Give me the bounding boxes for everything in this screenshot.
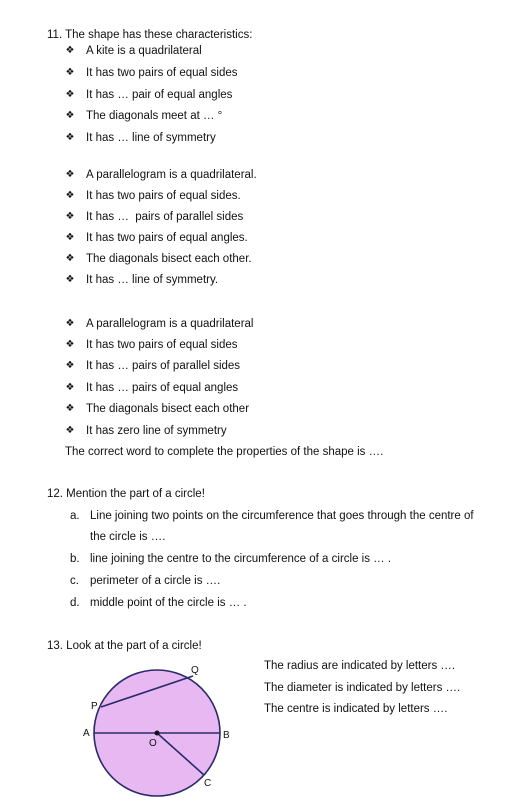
q11-g3-item-2: ❖ It has two pairs of equal sides	[63, 337, 238, 353]
label-b: B	[223, 730, 230, 741]
q12-item-a	[70, 510, 474, 522]
q13-title: 13. Look at the part of a circle!	[47, 640, 202, 652]
q12-item-d-text: middle point of the circle is … .	[90, 597, 247, 609]
q11-g3-item-4: ❖ It has … pairs of equal angles	[63, 380, 238, 396]
diamond-bullet-icon: ❖	[65, 339, 75, 350]
q11-g1-item-4: ❖ The diagonals meet at … °	[63, 108, 222, 124]
label-a: A	[83, 728, 90, 739]
diamond-bullet-icon: ❖	[65, 110, 75, 121]
q11-g2-item-1: ❖ A parallelogram is a quadrilateral.	[63, 167, 257, 183]
diamond-bullet-icon: ❖	[65, 403, 75, 414]
q12-item-b-text: line joining the centre to the circumference of a circle is … .	[90, 553, 392, 565]
q12-item-d-letter: d.	[70, 597, 80, 609]
diamond-bullet-icon: ❖	[65, 132, 75, 143]
q11-g1-item-1: ❖ A kite is a quadrilateral	[63, 43, 202, 59]
q11-question: The correct word to complete the properties of the shape is ….	[65, 446, 384, 458]
q11-g2-item-5: ❖ The diagonals bisect each other.	[63, 251, 252, 267]
q12-item-a-text: Line joining two points on the circumference that goes through the centre of	[90, 510, 474, 522]
q12-item-a-continuation: the circle is ….	[90, 531, 166, 543]
q11-g3-item-1: ❖ A parallelogram is a quadrilateral	[63, 316, 253, 332]
diamond-bullet-icon: ❖	[65, 190, 75, 201]
label-o: O	[149, 738, 157, 749]
diamond-bullet-icon: ❖	[65, 253, 75, 264]
diamond-bullet-icon: ❖	[65, 67, 75, 78]
q12-item-a-letter: a.	[70, 510, 80, 522]
label-q: Q	[191, 665, 199, 676]
q13-radius-line: The radius are indicated by letters ….	[264, 660, 456, 672]
circle-diagram	[78, 662, 248, 802]
label-p: P	[91, 701, 98, 712]
diamond-bullet-icon: ❖	[65, 425, 75, 436]
q12-item-d	[70, 597, 247, 609]
diamond-bullet-icon: ❖	[65, 169, 75, 180]
diamond-bullet-icon: ❖	[65, 45, 75, 56]
label-c: C	[204, 778, 212, 789]
q11-g3-item-3: ❖ It has … pairs of parallel sides	[63, 358, 240, 374]
q11-g2-item-3: ❖ It has … pairs of parallel sides	[63, 209, 243, 225]
diamond-bullet-icon: ❖	[65, 318, 75, 329]
q11-g2-item-4: ❖ It has two pairs of equal angles.	[63, 230, 248, 246]
centre-point	[155, 731, 160, 736]
q11-g2-item-2: ❖ It has two pairs of equal sides.	[63, 188, 241, 204]
q12-item-c-letter: c.	[70, 575, 79, 587]
q11-g1-item-5: ❖ It has … line of symmetry	[63, 130, 216, 146]
q11-g3-item-5: ❖ The diagonals bisect each other	[63, 401, 249, 417]
diamond-bullet-icon: ❖	[65, 211, 75, 222]
q11-g2-item-6: ❖ It has … line of symmetry.	[63, 272, 218, 288]
diamond-bullet-icon: ❖	[65, 89, 75, 100]
q13-diameter-line: The diameter is indicated by letters ….	[264, 682, 461, 694]
diamond-bullet-icon: ❖	[65, 382, 75, 393]
diamond-bullet-icon: ❖	[65, 274, 75, 285]
q12-title: 12. Mention the part of a circle!	[47, 488, 205, 500]
q13-centre-line: The centre is indicated by letters ….	[264, 703, 448, 715]
q11-title: 11. The shape has these characteristics:	[47, 29, 253, 41]
q12-item-c-text: perimeter of a circle is ….	[90, 575, 221, 587]
q11-g1-item-3: ❖ It has … pair of equal angles	[63, 87, 232, 103]
q11-g3-item-6: ❖ It has zero line of symmetry	[63, 423, 227, 439]
q11-g1-item-2: ❖ It has two pairs of equal sides	[63, 65, 238, 81]
q12-item-b-letter: b.	[70, 553, 80, 565]
q12-item-c	[70, 575, 220, 587]
diamond-bullet-icon: ❖	[65, 360, 75, 371]
diamond-bullet-icon: ❖	[65, 232, 75, 243]
q12-item-b	[70, 553, 391, 565]
